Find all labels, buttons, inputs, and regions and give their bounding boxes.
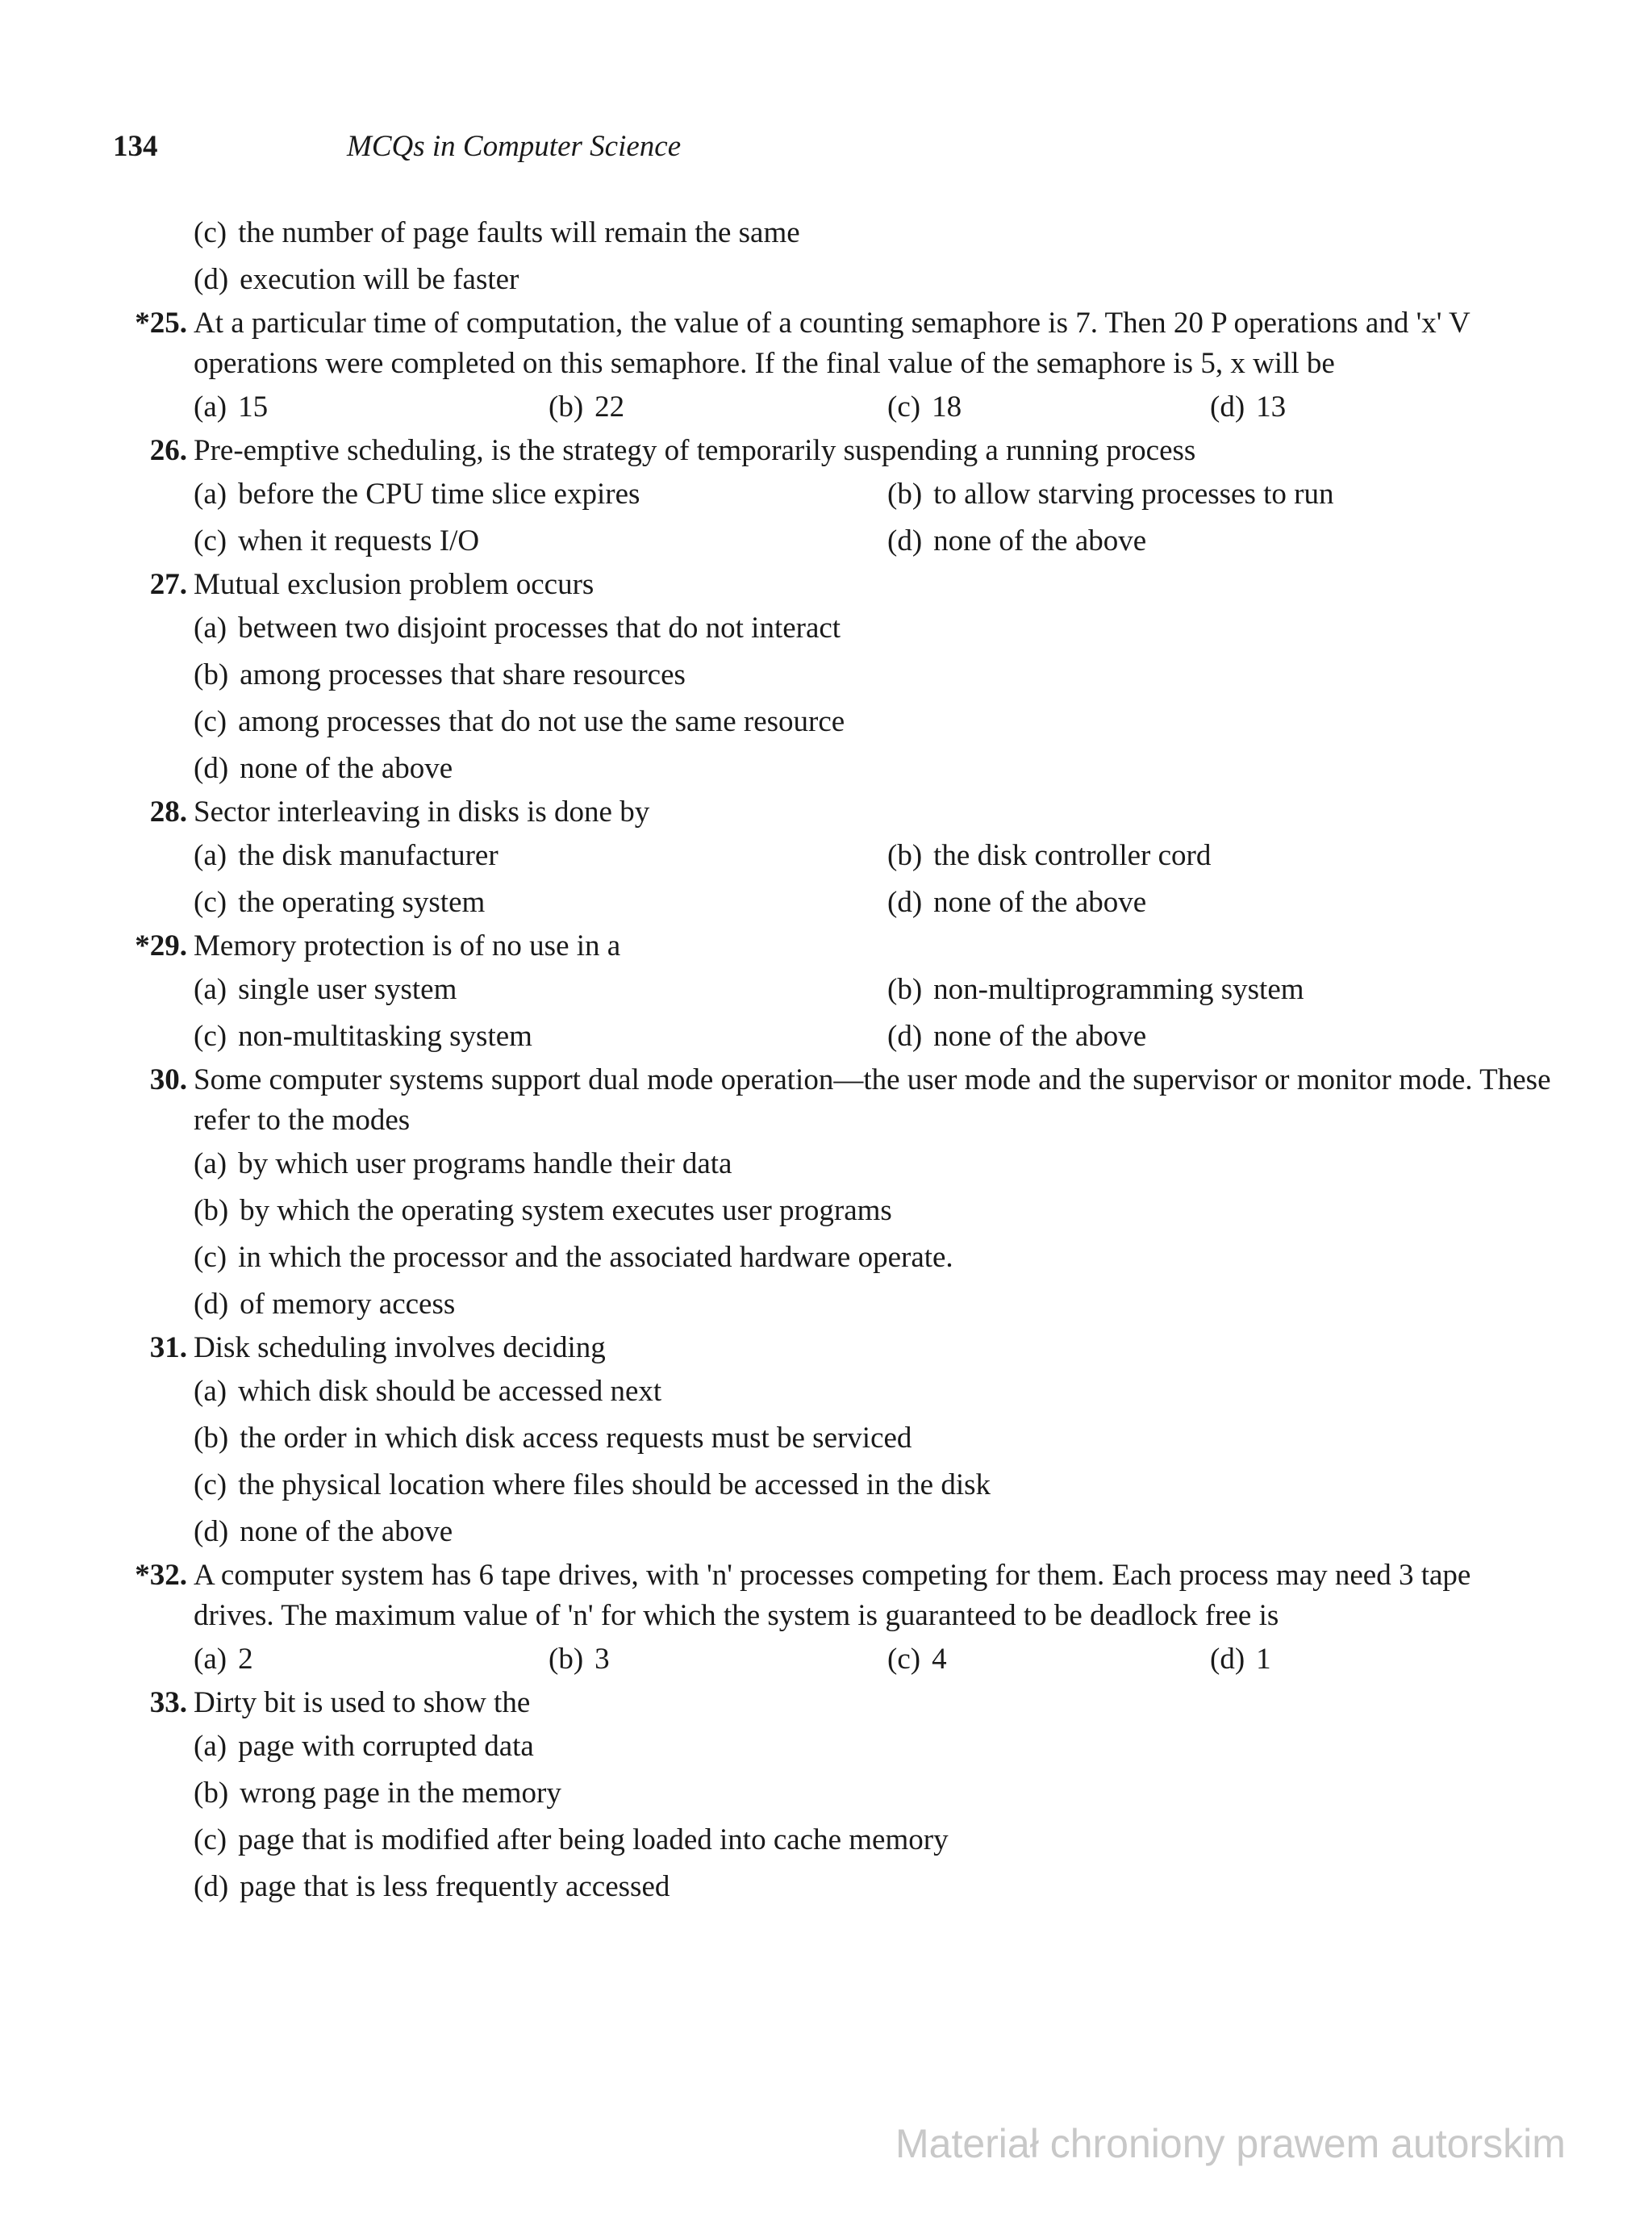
option-label: (c) [194, 1468, 227, 1501]
option-label: (d) [194, 752, 229, 785]
option-item [194, 1368, 1557, 1415]
option-label: (c) [194, 1823, 227, 1856]
option-text: 18 [932, 390, 962, 424]
option-label: (d) [887, 886, 923, 919]
option-text: 2 [238, 1643, 253, 1676]
options-grid [194, 605, 1557, 792]
option-text: the operating system [238, 886, 486, 919]
option-label: (d) [194, 1515, 229, 1548]
option-item [194, 699, 1557, 745]
option-text: none of the above [240, 752, 453, 785]
option-label: (a) [194, 1147, 227, 1180]
option-item [194, 1188, 1557, 1234]
option-label: (a) [194, 478, 227, 511]
option-label: (c) [194, 524, 227, 557]
options-grid [194, 1636, 1557, 1683]
option-item [194, 1723, 1557, 1770]
book-title: MCQs in Computer Science [347, 130, 682, 163]
option-label: (b) [549, 1643, 584, 1676]
option-text: none of the above [933, 1020, 1147, 1053]
option-text: none of the above [240, 1515, 453, 1548]
option-text: by which the operating system executes user programs [240, 1194, 892, 1227]
question-item [113, 1683, 1557, 1910]
question-stem: Sector interleaving in disks is done by [194, 795, 650, 829]
question-number: *29. [135, 929, 187, 962]
option-label: (d) [1210, 390, 1245, 424]
option-text: by which user programs handle their data [238, 1147, 732, 1180]
question-number: 31. [149, 1331, 187, 1364]
option-item [194, 1013, 887, 1060]
page-number: 134 [113, 130, 158, 163]
option-label: (c) [194, 886, 227, 919]
option-label: (d) [887, 524, 923, 557]
option-item [194, 518, 887, 565]
option-label: (c) [194, 1020, 227, 1053]
option-item [194, 879, 887, 926]
option-item [549, 384, 887, 431]
option-item [194, 1770, 1557, 1817]
options-grid [194, 1723, 1557, 1910]
option-label: (c) [887, 390, 921, 424]
option-label: (a) [194, 973, 227, 1006]
option-label: (d) [1210, 1643, 1245, 1676]
option-text: wrong page in the memory [240, 1777, 561, 1810]
option-text: when it requests I/O [238, 524, 480, 557]
option-item [887, 518, 1557, 565]
options-grid [194, 471, 1557, 565]
question-number: 30. [149, 1063, 187, 1096]
question-list [113, 210, 1557, 1910]
option-item: (d) execution will be faster [194, 263, 519, 296]
option-label: (b) [194, 1777, 229, 1810]
option-item [194, 1864, 1557, 1910]
question-item [113, 1060, 1557, 1328]
option-text: among processes that share resources [240, 658, 686, 691]
option-label: (d) [194, 1870, 229, 1903]
option-label: (a) [194, 1643, 227, 1676]
option-item [194, 1415, 1557, 1462]
option-label: (a) [194, 1730, 227, 1763]
option-text: 4 [932, 1643, 947, 1676]
question-number: 33. [149, 1686, 187, 1719]
option-label: (b) [549, 390, 584, 424]
option-label: (b) [887, 973, 923, 1006]
question-number: *32. [135, 1559, 187, 1592]
option-item [194, 1636, 549, 1683]
option-item [194, 384, 549, 431]
option-item: (c) the number of page faults will remain the same [194, 216, 800, 249]
option-item [194, 1509, 1557, 1555]
options-grid [194, 833, 1557, 926]
option-label: (b) [887, 478, 923, 511]
question-stem: A computer system has 6 tape drives, with 'n' processes competing for them. Each process may need 3 tape drives. The maximum value of 'n' for which the system is guaranteed to be deadlock free is [194, 1559, 1471, 1632]
copyright-watermark: Materiał chroniony prawem autorskim [895, 2121, 1566, 2166]
option-label: (b) [194, 1422, 229, 1455]
option-item [194, 1817, 1557, 1864]
question-item [113, 303, 1557, 431]
question-stem: Mutual exclusion problem occurs [194, 568, 594, 601]
option-label: (d) [887, 1020, 923, 1053]
option-text: page with corrupted data [238, 1730, 534, 1763]
carryover-options [113, 210, 1557, 303]
options-grid [194, 1368, 1557, 1555]
option-text: 3 [594, 1643, 610, 1676]
option-text: before the CPU time slice expires [238, 478, 640, 511]
option-item [887, 1013, 1557, 1060]
option-text: 1 [1256, 1643, 1271, 1676]
question-number: 26. [149, 434, 187, 467]
question-item [113, 431, 1557, 565]
option-item [887, 384, 1210, 431]
option-item [194, 833, 887, 879]
option-item [194, 605, 1557, 652]
question-stem: Memory protection is of no use in a [194, 929, 621, 962]
option-label: (a) [194, 612, 227, 645]
option-label: (c) [194, 1241, 227, 1274]
option-text: between two disjoint processes that do not interact [238, 612, 841, 645]
option-text: which disk should be accessed next [238, 1375, 662, 1408]
option-item [194, 745, 1557, 792]
question-number: 27. [149, 568, 187, 601]
questions-container [113, 303, 1557, 1910]
option-item [194, 1234, 1557, 1281]
option-item [1210, 384, 1557, 431]
question-number: 28. [149, 795, 187, 829]
option-item [194, 652, 1557, 699]
option-item [194, 471, 887, 518]
option-label: (b) [194, 658, 229, 691]
option-text: none of the above [933, 886, 1147, 919]
question-stem: Dirty bit is used to show the [194, 1686, 531, 1719]
option-label: (b) [194, 1194, 229, 1227]
option-item [194, 1462, 1557, 1509]
option-item [549, 1636, 887, 1683]
option-label: (a) [194, 1375, 227, 1408]
option-text: the disk manufacturer [238, 839, 499, 872]
option-text: the disk controller cord [933, 839, 1212, 872]
option-item [194, 1281, 1557, 1328]
option-item [887, 967, 1557, 1013]
option-text: to allow starving processes to run [933, 478, 1334, 511]
option-label: (c) [194, 705, 227, 738]
option-item [887, 471, 1557, 518]
option-text: 13 [1256, 390, 1287, 424]
option-text: among processes that do not use the same resource [238, 705, 845, 738]
question-stem: At a particular time of computation, the value of a counting semaphore is 7. Then 20 P operations and 'x' V operations were completed on this semaphore. If the final value of the semaphore is 5, x will be [194, 307, 1471, 380]
option-text: non-multiprogramming system [933, 973, 1304, 1006]
options-grid [194, 384, 1557, 431]
question-item [113, 1328, 1557, 1555]
option-text: non-multitasking system [238, 1020, 532, 1053]
question-item [113, 565, 1557, 792]
option-text: 15 [238, 390, 269, 424]
options-grid [194, 1141, 1557, 1328]
option-label: (a) [194, 839, 227, 872]
question-stem: Disk scheduling involves deciding [194, 1331, 606, 1364]
options-grid [194, 967, 1557, 1060]
page-header [113, 129, 682, 164]
option-label: (c) [887, 1643, 921, 1676]
option-text: 22 [594, 390, 625, 424]
option-item [887, 1636, 1210, 1683]
option-text: page that is modified after being loaded into cache memory [238, 1823, 949, 1856]
option-text: the order in which disk access requests must be serviced [240, 1422, 912, 1455]
question-item [113, 926, 1557, 1060]
question-stem: Pre-emptive scheduling, is the strategy of temporarily suspending a running process [194, 434, 1196, 467]
option-text: in which the processor and the associated hardware operate. [238, 1241, 953, 1274]
question-item [113, 792, 1557, 926]
option-text: page that is less frequently accessed [240, 1870, 670, 1903]
question-number: *25. [135, 307, 187, 340]
question-stem: Some computer systems support dual mode operation—the user mode and the supervisor or monitor mode. These refer to the modes [194, 1063, 1551, 1137]
option-label: (a) [194, 390, 227, 424]
option-text: none of the above [933, 524, 1147, 557]
option-text: single user system [238, 973, 457, 1006]
option-item [887, 833, 1557, 879]
question-item [113, 1555, 1557, 1683]
option-text: the physical location where files should be accessed in the disk [238, 1468, 991, 1501]
option-label: (b) [887, 839, 923, 872]
option-item [194, 967, 887, 1013]
option-item [887, 879, 1557, 926]
option-item [194, 1141, 1557, 1188]
option-label: (d) [194, 1288, 229, 1321]
option-item [1210, 1636, 1557, 1683]
option-text: of memory access [240, 1288, 456, 1321]
